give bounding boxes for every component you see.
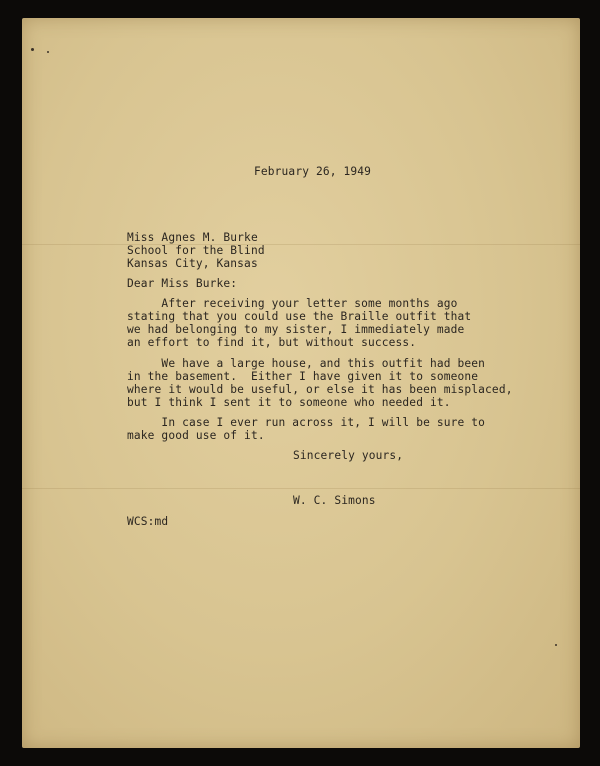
body-line: but I think I sent it to someone who needed it. bbox=[127, 396, 451, 409]
salutation: Dear Miss Burke: bbox=[127, 277, 238, 290]
body-line: We have a large house, and this outfit had been bbox=[127, 357, 486, 370]
body-line: in the basement. Either I have given it to someone bbox=[127, 370, 479, 383]
recipient-name: Miss Agnes M. Burke bbox=[127, 231, 258, 244]
body-line: stating that you could use the Braille outfit that bbox=[127, 310, 472, 323]
paper-speck bbox=[555, 644, 557, 646]
body-line: we had belonging to my sister, I immediately made bbox=[127, 323, 465, 336]
body-line: make good use of it. bbox=[127, 429, 265, 442]
paper-speck bbox=[47, 51, 49, 53]
signer-name: W. C. Simons bbox=[293, 494, 376, 507]
letter-date: February 26, 1949 bbox=[254, 165, 372, 178]
paper-crease bbox=[22, 244, 580, 245]
recipient-city: Kansas City, Kansas bbox=[127, 257, 258, 270]
body-line: where it would be useful, or else it has been misplaced, bbox=[127, 383, 513, 396]
paper-speck bbox=[31, 48, 34, 51]
recipient-org: School for the Blind bbox=[127, 244, 265, 257]
body-line: an effort to find it, but without success. bbox=[127, 336, 417, 349]
letter-page bbox=[22, 18, 580, 748]
body-line: In case I ever run across it, I will be sure to bbox=[127, 416, 486, 429]
body-line: After receiving your letter some months ago bbox=[127, 297, 458, 310]
paper-crease bbox=[22, 488, 580, 489]
closing: Sincerely yours, bbox=[293, 449, 404, 462]
reference-initials: WCS:md bbox=[127, 515, 169, 528]
